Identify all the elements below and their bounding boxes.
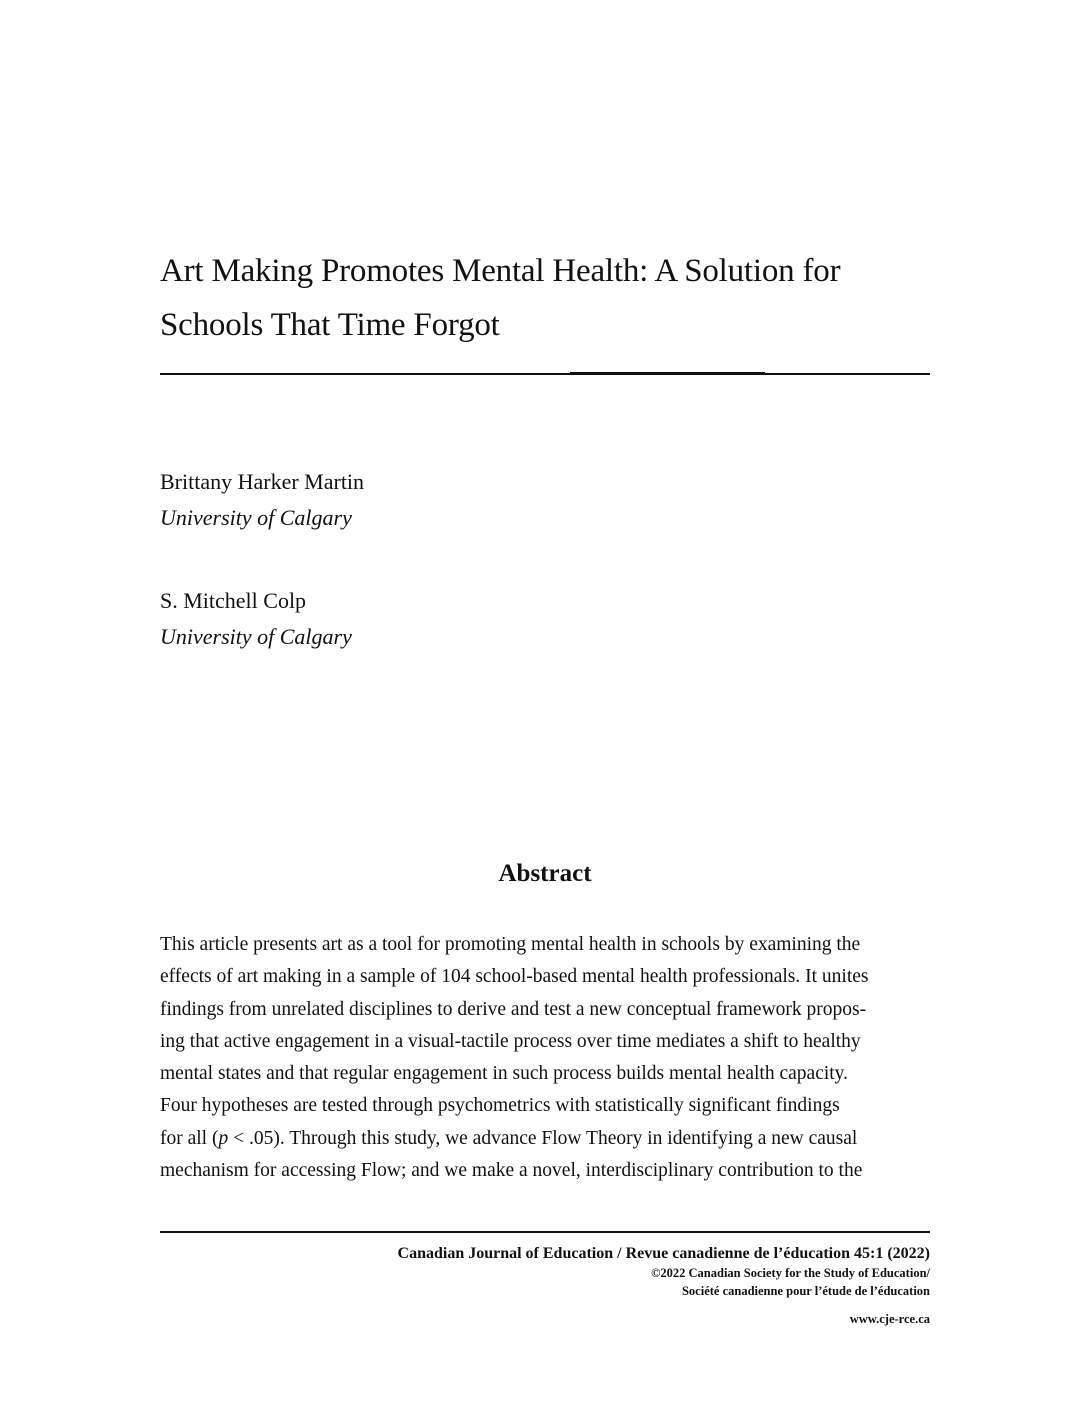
title-divider bbox=[160, 373, 930, 375]
abstract-text-segment: < .05). Through this study, we advance Flow Theory in identifying a new causal bbox=[228, 1127, 858, 1149]
footer-divider bbox=[160, 1231, 930, 1233]
author-affiliation: University of Calgary bbox=[160, 624, 352, 649]
p-value-symbol: p bbox=[218, 1127, 229, 1149]
abstract-text-segment: for all ( bbox=[160, 1127, 219, 1149]
article-title-line-2: Schools That Time Forgot bbox=[160, 307, 500, 343]
article-title-line-1: Art Making Promotes Mental Health: A Solution for bbox=[160, 253, 841, 289]
abstract-line: This article presents art as a tool for promoting mental health in schools by examining the bbox=[160, 934, 861, 955]
copyright-line-1: ©2022 Canadian Society for the Study of Education/ bbox=[651, 1266, 930, 1280]
abstract-line: mental states and that regular engagement in such process builds mental health capacity. bbox=[160, 1063, 849, 1085]
copyright-line-2: Société canadienne pour l’étude de l’éducation bbox=[681, 1284, 930, 1298]
article-title bbox=[160, 244, 940, 352]
author-block-2 bbox=[160, 583, 352, 655]
abstract-heading: Abstract bbox=[498, 860, 592, 887]
abstract-line: Four hypotheses are tested through psychometrics with statistically significant findings bbox=[160, 1095, 840, 1117]
abstract-line: effects of art making in a sample of 104 school-based mental health professionals. It unites bbox=[160, 966, 869, 988]
author-affiliation: University of Calgary bbox=[160, 505, 352, 530]
abstract-line: ing that active engagement in a visual-tactile process over time mediates a shift to healthy bbox=[160, 1030, 861, 1052]
author-block-1 bbox=[160, 464, 364, 536]
abstract-line bbox=[160, 1123, 930, 1155]
journal-url: www.cje-rce.ca bbox=[849, 1312, 930, 1326]
abstract-body bbox=[160, 929, 930, 1187]
abstract-line: findings from unrelated disciplines to derive and test a new conceptual framework propos- bbox=[160, 998, 867, 1020]
journal-footer bbox=[398, 1244, 930, 1328]
journal-citation: Canadian Journal of Education / Revue canadienne de l’éducation 45:1 (2022) bbox=[397, 1245, 930, 1262]
title-divider-accent bbox=[570, 372, 765, 375]
author-name: Brittany Harker Martin bbox=[160, 469, 365, 494]
author-name: S. Mitchell Colp bbox=[160, 588, 307, 613]
abstract-line: mechanism for accessing Flow; and we make a novel, interdisciplinary contribution to the bbox=[160, 1160, 863, 1182]
